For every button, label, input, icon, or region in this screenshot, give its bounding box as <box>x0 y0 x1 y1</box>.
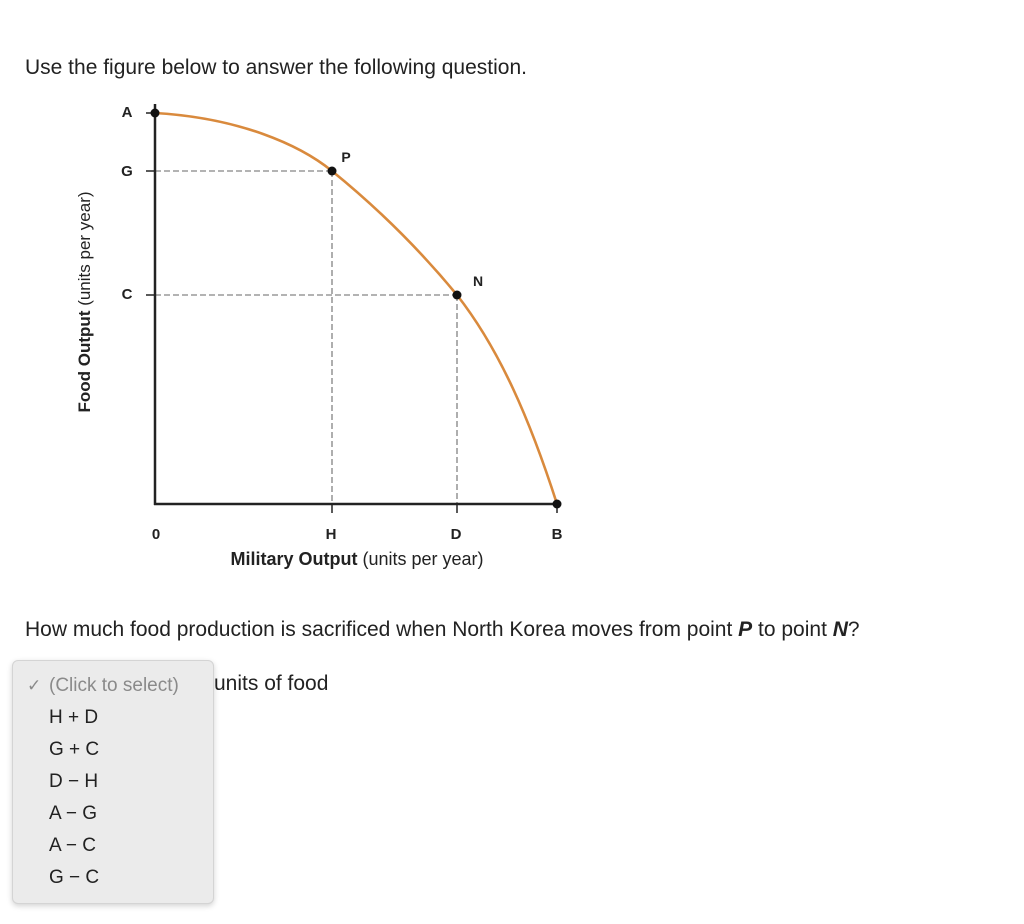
point-label-n: N <box>472 273 484 289</box>
y-tick-label-c: C <box>121 286 133 303</box>
option-label: A − G <box>49 803 98 824</box>
x-tick-label-d: D <box>450 526 462 543</box>
dropdown-option-h-plus-d[interactable] <box>13 703 213 733</box>
dropdown-option-a-minus-c[interactable] <box>13 831 213 861</box>
x-tick-label-h: H <box>325 526 337 543</box>
question-point-p: P <box>738 618 753 641</box>
question-point-n: N <box>832 618 848 641</box>
y-axis-title <box>75 191 94 412</box>
point-a-dot <box>151 109 160 118</box>
x-axis-title-bold: Military Output <box>230 549 358 569</box>
option-label: G + C <box>49 739 100 760</box>
y-tick-label-g: G <box>121 163 133 180</box>
x-tick-label-0: 0 <box>151 526 161 543</box>
ppf-figure <box>0 0 620 600</box>
dropdown-placeholder-option[interactable] <box>13 671 213 701</box>
dropdown-option-g-plus-c[interactable] <box>13 735 213 765</box>
dropdown-placeholder-label: (Click to select) <box>49 675 179 696</box>
question-part-3: ? <box>847 618 860 641</box>
point-b-dot <box>553 500 562 509</box>
y-axis-title-bold: Food Output <box>75 310 94 413</box>
check-icon: ✓ <box>27 676 42 695</box>
question-part-2: to point <box>752 618 833 641</box>
question-text <box>25 618 860 642</box>
x-tick-label-b: B <box>551 526 563 543</box>
option-label: H + D <box>49 707 99 728</box>
answer-suffix: units of food <box>214 672 329 695</box>
point-label-p: P <box>341 149 351 165</box>
dropdown-option-a-minus-g[interactable] <box>13 799 213 829</box>
x-axis-title-rest: (units per year) <box>357 549 484 569</box>
y-axis-title-rest: (units per year) <box>75 191 94 311</box>
answer-dropdown[interactable] <box>12 660 214 904</box>
option-label: A − C <box>49 835 96 856</box>
question-part-1: How much food production is sacrificed when North Korea moves from point <box>25 618 739 641</box>
point-p-dot <box>328 167 337 176</box>
option-label: D − H <box>49 771 99 792</box>
ppf-curve <box>155 113 557 504</box>
dropdown-option-g-minus-c[interactable] <box>13 863 213 893</box>
ppf-graph <box>0 0 620 600</box>
x-axis-title <box>230 549 483 569</box>
dropdown-option-d-minus-h[interactable] <box>13 767 213 797</box>
point-n-dot <box>453 291 462 300</box>
y-tick-label-a: A <box>121 104 133 121</box>
option-label: G − C <box>49 867 100 888</box>
intro-text: Use the figure below to answer the following question. <box>25 56 527 79</box>
